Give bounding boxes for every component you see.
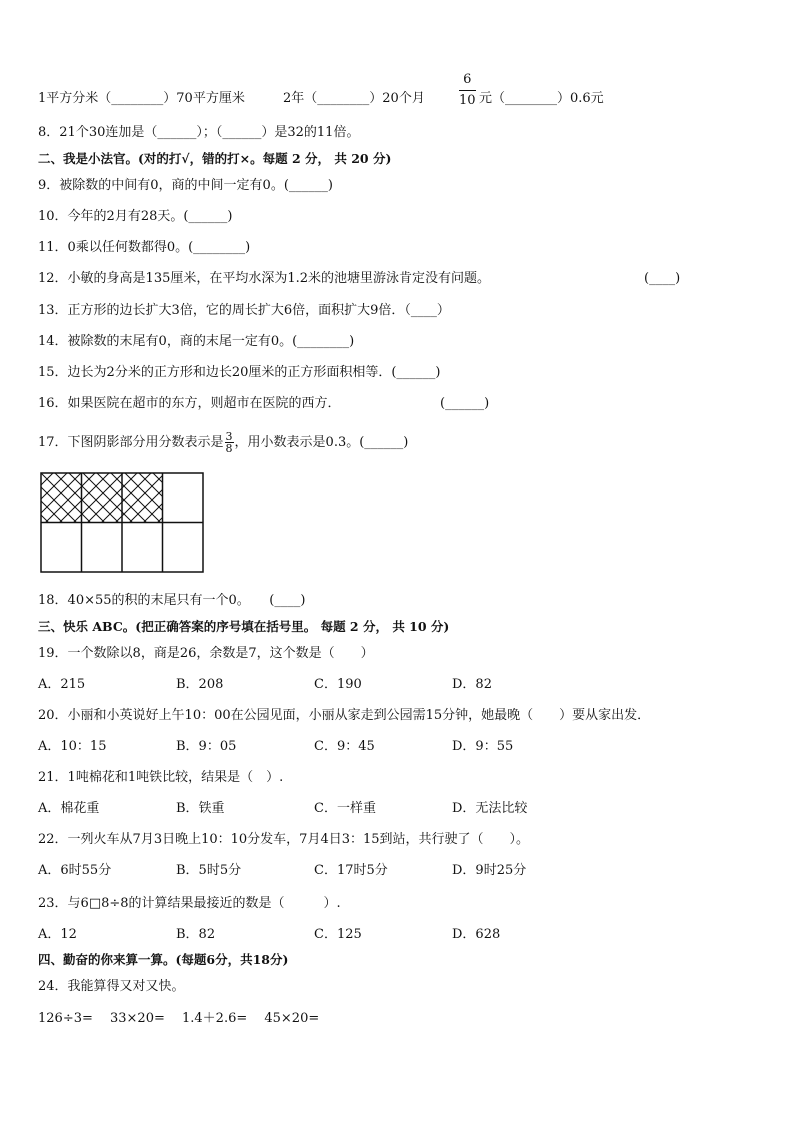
fraction-numerator: 6 — [459, 72, 476, 91]
q19-option-c: C．190 — [314, 677, 362, 692]
calculation-row: 126÷3= 33×20= 1.4＋2.6= 45×20= — [38, 1011, 320, 1026]
q23-option-b: B．82 — [176, 927, 216, 942]
q21-option-a: A．棉花重 — [38, 801, 100, 816]
question-17-post: ，用小数表示是0.3。(______) — [234, 435, 409, 450]
section-3-heading: 三、快乐 ABC。(把正确答案的序号填在括号里。 每题 2 分， 共 10 分) — [38, 619, 450, 634]
q17-denominator: 8 — [225, 442, 233, 455]
q22-option-b: B．5时5分 — [176, 863, 242, 878]
question-17 — [38, 431, 408, 454]
question-8: 8．21个30连加是（______）；（______）是32的11倍。 — [38, 125, 360, 140]
question-9: 9．被除数的中间有0，商的中间一定有0。(______) — [38, 178, 333, 193]
q20-option-a: A．10：15 — [38, 739, 107, 754]
q19-option-b: B．208 — [176, 677, 224, 692]
q21-option-d: D．无法比较 — [452, 801, 528, 816]
question-12-blank: (____) — [644, 271, 681, 286]
top-row-b: 2年（________）20个月 — [283, 91, 425, 106]
question-10: 10．今年的2月有28天。(______) — [38, 209, 233, 224]
q21-option-b: B．铁重 — [176, 801, 225, 816]
question-19: 19．一个数除以8，商是26，余数是7，这个数是（ ） — [38, 646, 374, 661]
q17-numerator: 3 — [225, 430, 233, 443]
q22-option-a: A．6时55分 — [38, 863, 112, 878]
question-22: 22．一列火车从7月3日晚上10：10分发车，7月4日3：15到站，共行驶了（ ）。 — [38, 832, 530, 847]
question-17-fraction — [225, 431, 234, 454]
q20-option-b: B．9：05 — [176, 739, 237, 754]
question-18: 18．40×55的积的末尾只有一个0。 (____) — [38, 593, 306, 608]
shaded-cell-1 — [41, 473, 82, 523]
shaded-cell-3 — [122, 473, 163, 523]
section-4-heading: 四、勤奋的你来算一算。(每题6分，共18分) — [38, 952, 289, 967]
question-17-pre: 17．下图阴影部分用分数表示是 — [38, 435, 224, 450]
question-24: 24．我能算得又对又快。 — [38, 979, 185, 994]
question-12: 12．小敏的身高是135厘米，在平均水深为1.2米的池塘里游泳肯定没有问题。 — [38, 271, 491, 286]
q20-option-c: C．9：45 — [314, 739, 375, 754]
question-16: 16．如果医院在超市的东方，则超市在医院的西方． — [38, 396, 341, 411]
question-20: 20．小丽和小英说好上午10：00在公园见面，小丽从家走到公园需15分钟，她最晚（ ）要从家出发． — [38, 708, 651, 723]
q20-option-d: D．9：55 — [452, 739, 514, 754]
question-16-blank: (______) — [440, 396, 490, 411]
question-14: 14．被除数的末尾有0，商的末尾一定有0。(________) — [38, 334, 355, 349]
q23-option-a: A．12 — [38, 927, 77, 942]
shaded-cell-2 — [82, 473, 123, 523]
top-row-c: 元（________）0.6元 — [479, 91, 604, 106]
q21-option-c: C．一样重 — [314, 801, 376, 816]
question-11: 11．0乘以任何数都得0。(________) — [38, 240, 251, 255]
q19-option-a: A．215 — [38, 677, 86, 692]
fraction-denominator: 10 — [459, 93, 476, 108]
q22-option-c: C．17时5分 — [314, 863, 388, 878]
shaded-grid-figure — [40, 472, 206, 574]
q22-option-d: D．9时25分 — [452, 863, 527, 878]
question-13: 13．正方形的边长扩大3倍，它的周长扩大6倍，面积扩大9倍．（____） — [38, 303, 450, 318]
q19-option-d: D．82 — [452, 677, 492, 692]
question-23: 23．与6□8÷8的计算结果最接近的数是（ ）. — [38, 896, 341, 911]
question-15: 15．边长为2分米的正方形和边长20厘米的正方形面积相等．(______) — [38, 365, 441, 380]
q23-option-c: C．125 — [314, 927, 362, 942]
top-row-a: 1平方分米（________）70平方厘米 — [38, 91, 245, 106]
top-row-fraction — [459, 72, 476, 109]
question-21: 21．1吨棉花和1吨铁比较，结果是（ ）. — [38, 770, 284, 785]
section-2-heading: 二、我是小法官。(对的打√，错的打×。每题 2 分， 共 20 分) — [38, 151, 392, 166]
q23-option-d: D．628 — [452, 927, 501, 942]
